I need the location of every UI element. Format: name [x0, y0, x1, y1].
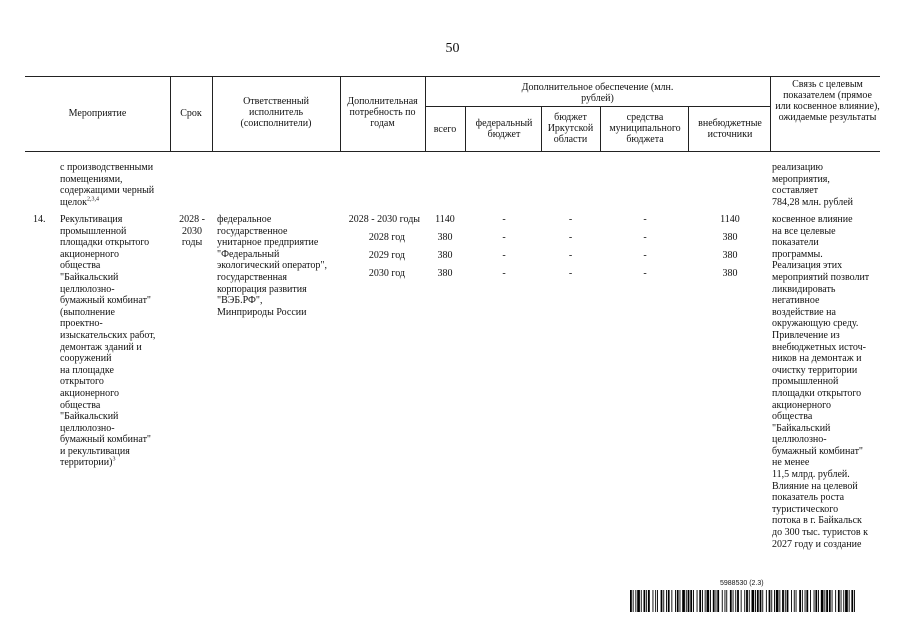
header-irkutsk: бюджет Иркутской области [547, 112, 594, 145]
row-responsible: федеральное государственное унитарное предприятие "Федеральный экологический оператор", государственная корпорация развития "ВЭБ.РФ", Минприроды России [217, 214, 327, 318]
header-term: Срок [180, 108, 202, 119]
header-additional: Дополнительное обеспечение (млн. рублей) [521, 82, 674, 104]
row-result: косвенное влияние на все целевые показатели программы. Реализация этих мероприятий позволит ликвидировать негативное воздействие на окружающую среду. Привлечение из внебюджетных источ- ников на демонтаж и очистку территории промышленной площадки открытого акционерного общества "Байкальский целлюлозно- бумажный комбинат" не менее 11,5 млрд. рублей. Влияние на целевой показатель роста туристического потока в г. Байкальск до 300 тыс. туристов к 2027 году и создание [772, 214, 870, 550]
header-offbudget: внебюджетные источники [698, 118, 762, 140]
header-link: Связь с целевым показателем (прямое или косвенное влияние), ожидаемые результаты [775, 79, 880, 123]
row-event: Рекультивация промышленной площадки открытого акционерного общества "Байкальский целлюлозно- бумажный комбинат" (выполнение проектно- изыскательских работ, демонтаж зданий и сооружений на площадке открытого акционерного общества "Байкальский целлюлозно- бумажный комбинат" и рекультивация территории)$^3$ [60, 214, 156, 469]
cont-result: реализацию мероприятия, составляет 784,28 млн. рублей [772, 162, 854, 208]
header-event: Мероприятие [68, 108, 127, 119]
row-term: 2028 - 2030 годы [179, 214, 205, 249]
header-municipal: средства муниципального бюджета [609, 112, 681, 145]
header-total: всего [433, 124, 457, 135]
header-responsible: Ответственный исполнитель (соисполнители) [240, 96, 312, 129]
header-federal: федеральный бюджет [475, 118, 533, 140]
row-number: 14. [33, 214, 46, 225]
page-number: 50 [445, 41, 460, 56]
barcode-icon [630, 590, 855, 612]
barcode-number: 5988530 (2.3) [720, 580, 764, 587]
header-need: Дополнительная потребность по годам [347, 96, 418, 129]
cont-event: с производственными помещениями, содержащими черный щелок$^{2,3,4}$ [60, 162, 155, 208]
